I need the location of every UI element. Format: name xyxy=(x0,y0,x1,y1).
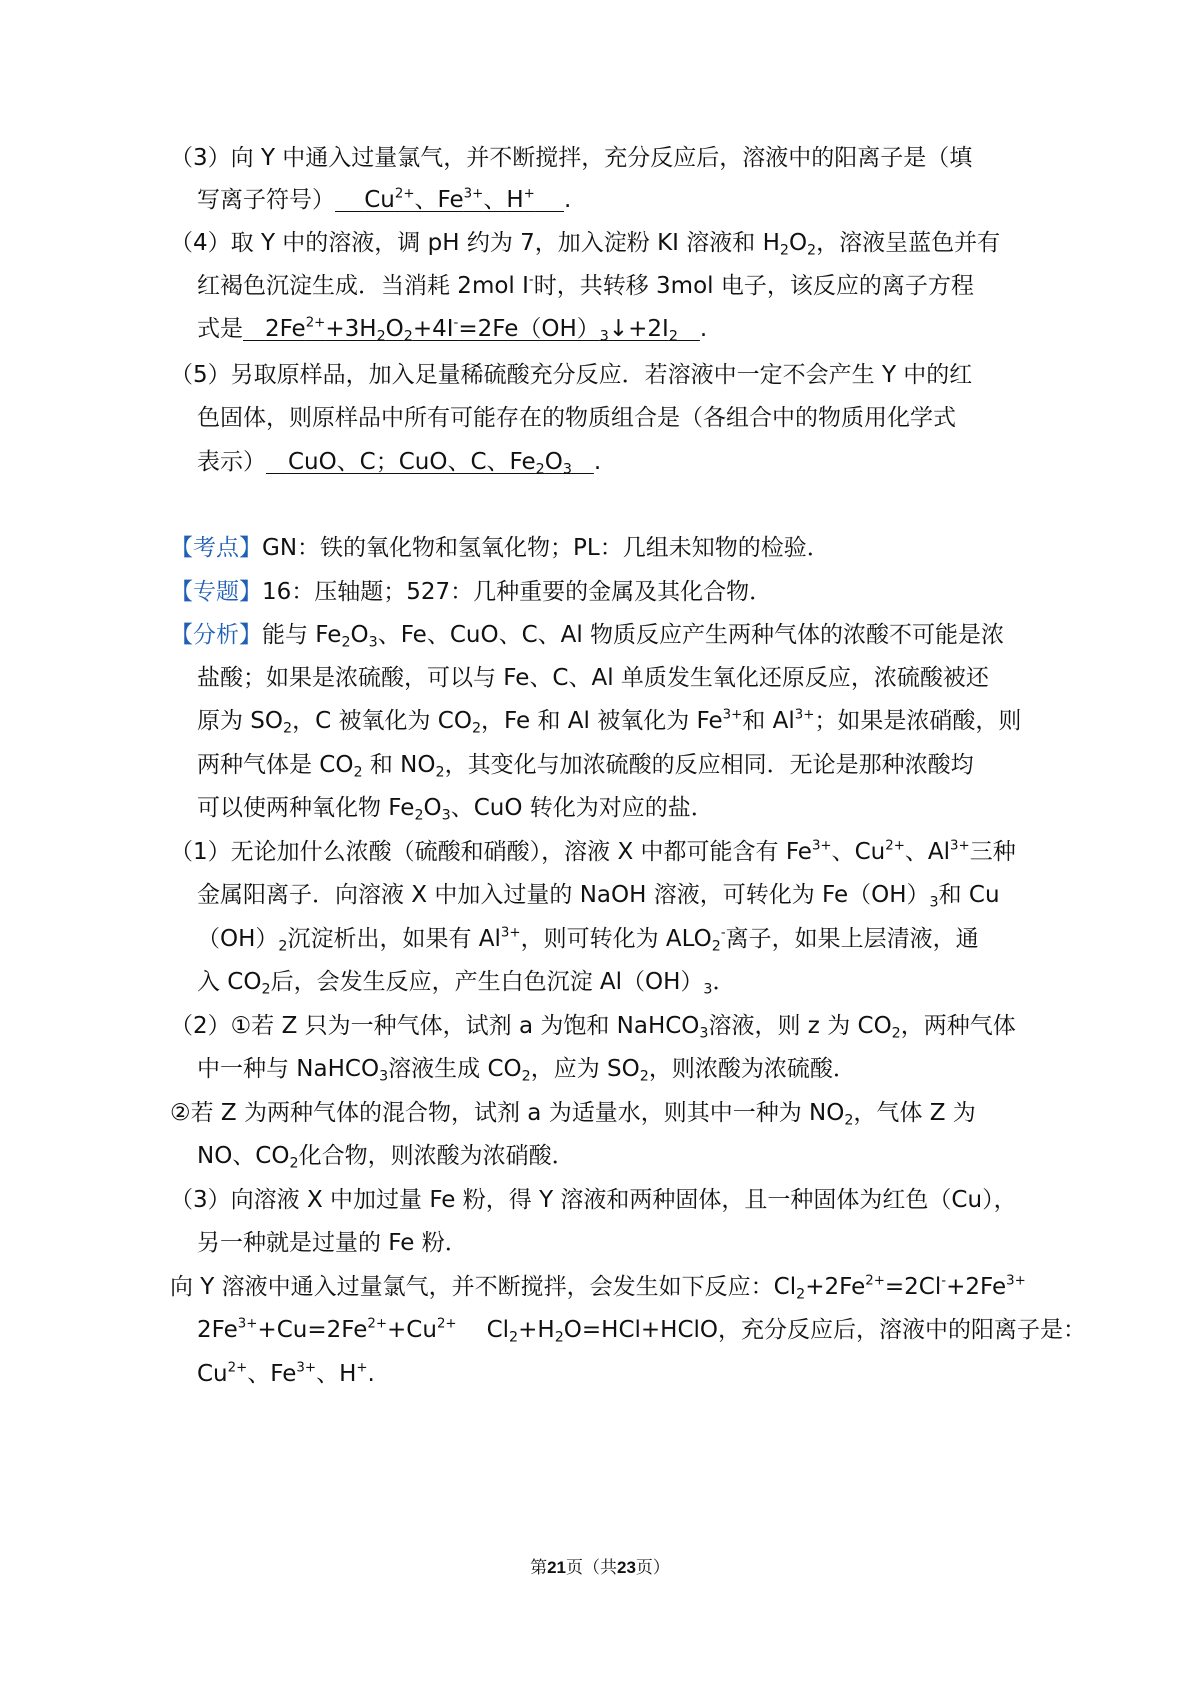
q3-line1 xyxy=(170,143,972,173)
zhuanti-tag: 【专题】 xyxy=(170,579,262,605)
p1-line2: 金属阳离子．向溶液 X 中加入过量的 NaOH 溶液，可转化为 $Fe(OH)_3$和 Cu xyxy=(197,882,1000,911)
q3-answer: $Cu^{2+}$、$Fe^{3+}$、H+ xyxy=(364,186,535,213)
kaodian-tag: 【考点】 xyxy=(170,535,262,561)
q4-line2: 红褐色沉淀生成．当消耗 2mol I-时，共转移 3mol 电子，该反应的离子方程 xyxy=(197,272,974,299)
q3-line2: 写离子符号） $Cu^{2+}$、$Fe^{3+}$、H+ . xyxy=(197,186,572,213)
page-total: 23 xyxy=(617,1558,636,1577)
p2-line3: ②若 Z 为两种气体的混合物，试剂 a 为适量水，则其中一种为 $NO_2$，气体 Z 为 xyxy=(170,1100,976,1129)
q3-text: （3）向 Y 中通入过量氯气，并不断搅拌，充分反应后，溶液中的阳离子是（填 xyxy=(170,145,973,171)
fenxi-line5: 可以使两种氧化物 $Fe_2O_3$、CuO 转化为对应的盐． xyxy=(197,795,714,824)
fenxi-line3: 原为 $SO_2$，C 被氧化为 $CO_2$，Fe 和 Al 被氧化为 $Fe^{3+}$和 $Al^{3+}$；如果是浓硝酸，则 xyxy=(197,707,1022,737)
q3-prefix: 写离子符号） xyxy=(197,187,335,213)
q4-answer: $2Fe^{2+}+3H_2O_2+4I^-=2Fe(OH)_3↓+2I_2$ xyxy=(264,315,678,345)
zhuanti-line: 【专题】16：压轴题；527：几种重要的金属及其化合物． xyxy=(170,579,773,605)
q5-line2: 色固体，则原样品中所有可能存在的物质组合是（各组合中的物质用化学式 xyxy=(197,405,956,431)
q5-answer: CuO、C；CuO、C、$Fe_2O_3$ xyxy=(287,449,572,478)
q4-line3: 式是 $2Fe^{2+}+3H_2O_2+4I^-=2Fe(OH)_3↓+2I_2$ . xyxy=(197,315,708,345)
p3-line2: 另一种就是过量的 Fe 粉． xyxy=(197,1230,468,1256)
p1-line3: $(OH)_2$沉淀析出，如果有 $Al^{3+}$，则可转化为 $ALO_2^-$离子，如果上层清液，通 xyxy=(197,925,979,955)
q5-line1: （5）另取原样品，加入足量稀硫酸充分反应．若溶液中一定不会产生 Y 中的红 xyxy=(170,362,973,388)
p1-line4: 入 $CO_2$后，会发生反应，产生白色沉淀 $Al(OH)_3$． xyxy=(197,969,736,998)
p2-line1: （2）①若 Z 只为一种气体，试剂 a 为饱和 NaHCO$_3$溶液，则 z 为 $CO_2$，两种气体 xyxy=(170,1013,1016,1042)
page-number: 21 xyxy=(547,1558,566,1577)
q5-line3: 表示） CuO、C；CuO、C、$Fe_2O_3$ . xyxy=(197,449,602,478)
fenxi-tag: 【分析】 xyxy=(170,622,262,648)
fenxi-line1: 【分析】能与 $Fe_2O_3$、Fe、CuO、C、Al 物质反应产生两种气体的浓酸不可能是浓 xyxy=(170,622,1005,651)
p3-line5: $Cu^{2+}$、$Fe^{3+}$、H+. xyxy=(197,1360,375,1387)
kaodian-line: 【考点】GN：铁的氧化物和氢氧化物；PL：几组未知物的检验． xyxy=(170,535,830,561)
page-footer: 第21页（共23页） xyxy=(530,1558,670,1578)
p3-line1: （3）向溶液 X 中加过量 Fe 粉，得 Y 溶液和两种固体，且一种固体为红色（Cu）， xyxy=(170,1187,1017,1213)
p2-line4: NO、$CO_2$化合物，则浓酸为浓硝酸． xyxy=(197,1143,575,1172)
q4-line1: （4）取 Y 中的溶液，调 pH 约为 7，加入淀粉 KI 溶液和 $H_2O_2$，溶液呈蓝色并有 xyxy=(170,230,1001,259)
fenxi-line4: 两种气体是 $CO_2$ 和 $NO_2$，其变化与加浓硫酸的反应相同．无论是那种浓酸均 xyxy=(197,752,974,781)
fenxi-line2: 盐酸；如果是浓硫酸，可以与 Fe、C、Al 单质发生氧化还原反应，浓硫酸被还 xyxy=(197,665,989,691)
p1-line1: （1）无论加什么浓酸（硫酸和硝酸），溶液 X 中都可能含有 $Fe^{3+}$、$Cu^{2+}$、$Al^{3+}$三种 xyxy=(170,838,1016,865)
p3-line4: $2Fe^{3+}+Cu=2Fe^{2+}+Cu^{2+}$ $Cl_2+H_2O=HCl+HClO$，充分反应后，溶液中的阳离子是： xyxy=(197,1316,1087,1346)
p3-line3: 向 Y 溶液中通入过量氯气，并不断搅拌，会发生如下反应：$Cl_2+2Fe^{2+}=2Cl^-+2Fe^{3+}$ xyxy=(170,1273,1026,1303)
p2-line2: 中一种与 NaHCO$_3$溶液生成 $CO_2$，应为 $SO_2$，则浓酸为浓硫酸． xyxy=(197,1056,856,1085)
